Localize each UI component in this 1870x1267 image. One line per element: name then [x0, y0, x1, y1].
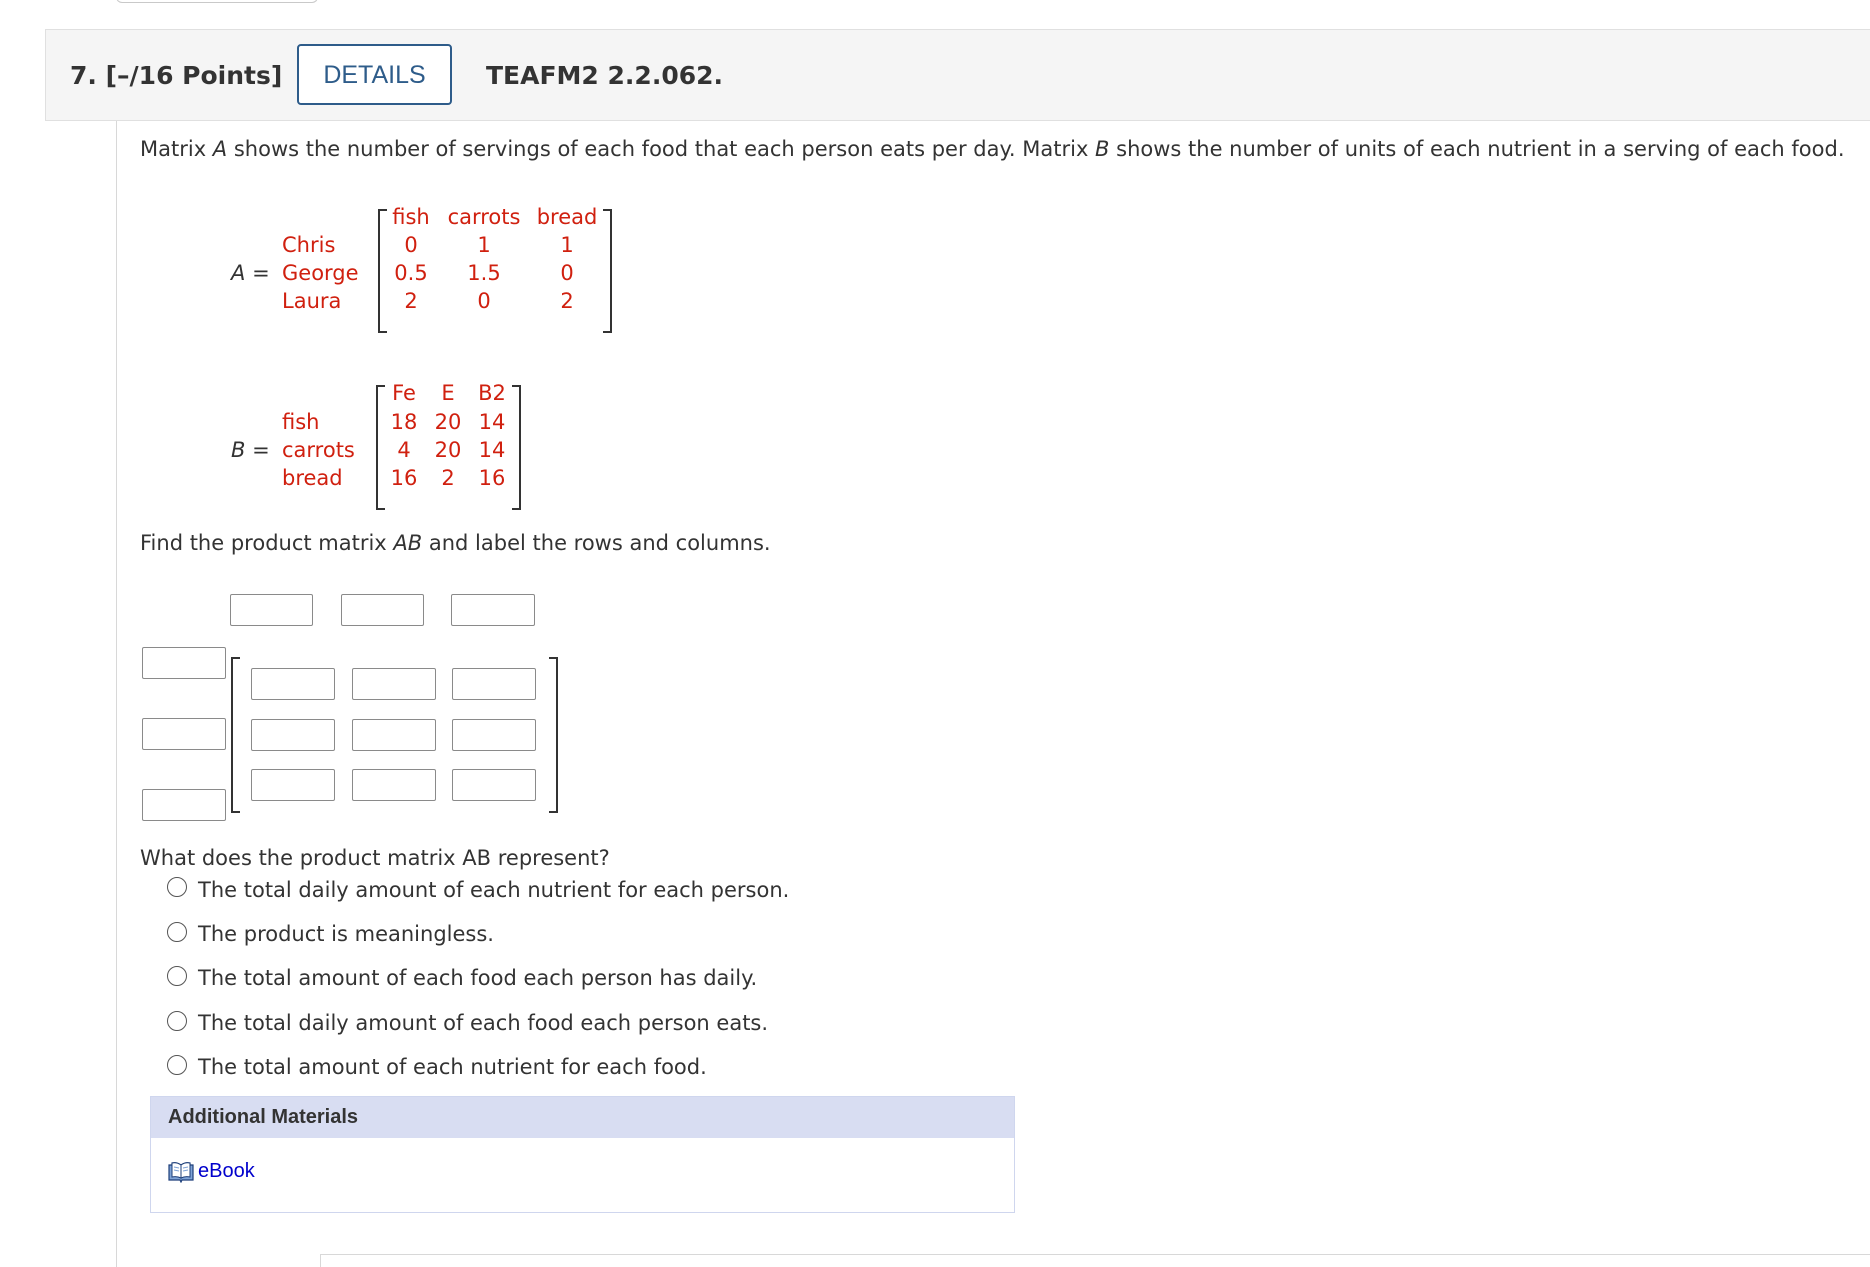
matrix-a-cell: 1	[560, 233, 574, 257]
matrix-a-row-label: Laura	[282, 289, 342, 313]
next-panel-top-border	[320, 1254, 1870, 1255]
radio-button[interactable]	[167, 877, 187, 897]
ebook-link[interactable]	[168, 1160, 255, 1183]
question-number: 7. [–/16 Points]	[70, 61, 283, 90]
matrix-a-cell: 0	[560, 261, 574, 285]
matrix-b-cell: 14	[478, 410, 506, 434]
radio-button[interactable]	[167, 1055, 187, 1075]
row-label-input[interactable]	[142, 647, 226, 679]
matrix-b-name: B =	[231, 438, 270, 462]
mc-option-label[interactable]: The product is meaningless.	[198, 922, 494, 946]
matrix-b-left-bracket	[376, 385, 385, 510]
question-header	[45, 29, 1870, 121]
points-label: [–/16 Points]	[105, 61, 283, 90]
matrix-b-cell: 14	[478, 438, 506, 462]
answer-cell-input[interactable]	[452, 769, 536, 801]
matrix-a-cell: 2	[404, 289, 418, 313]
answer-cell-input[interactable]	[352, 769, 436, 801]
column-label-input[interactable]	[341, 594, 424, 626]
answer-cell-input[interactable]	[352, 719, 436, 751]
matrix-a-cell: 0	[477, 289, 491, 313]
column-label-input[interactable]	[451, 594, 535, 626]
answer-cell-input[interactable]	[251, 769, 335, 801]
next-panel-left-border	[320, 1254, 321, 1267]
mc-option-label[interactable]: The total daily amount of each nutrient for each person.	[198, 878, 790, 902]
matrix-a-row-label: George	[282, 261, 359, 285]
matrix-a-row-label: Chris	[282, 233, 336, 257]
book-icon	[168, 1161, 194, 1183]
matrix-b-cell: 20	[434, 438, 462, 462]
matrix-b-row-label: fish	[282, 410, 320, 434]
answer-cell-input[interactable]	[251, 719, 335, 751]
matrix-b-cell: 20	[434, 410, 462, 434]
mc-option-label[interactable]: The total amount of each nutrient for each food.	[198, 1055, 707, 1079]
radio-button[interactable]	[167, 966, 187, 986]
matrix-b-right-bracket	[512, 385, 521, 510]
answer-cell-input[interactable]	[452, 668, 536, 700]
matrix-a-right-bracket	[603, 209, 612, 333]
matrix-b-col-header: B2	[478, 381, 506, 405]
matrix-a-cell: 1.5	[467, 261, 501, 285]
column-label-input[interactable]	[230, 594, 313, 626]
additional-materials	[150, 1096, 1015, 1213]
radio-button[interactable]	[167, 1011, 187, 1031]
mc-question: What does the product matrix AB represent?	[140, 846, 610, 870]
matrix-a-col-header: fish	[392, 205, 430, 229]
intro-text: Matrix A shows the number of servings of each food that each person eats per day. Matrix B shows the number of units of each nutrient in a serving of each food.	[140, 137, 1845, 161]
matrix-b-cell: 18	[390, 410, 418, 434]
matrix-b-cell: 16	[478, 466, 506, 490]
matrix-a-cell: 0.5	[394, 261, 428, 285]
matrix-b-col-header: E	[441, 381, 455, 405]
matrix-b-row-label: carrots	[282, 438, 355, 462]
mc-option-label[interactable]: The total daily amount of each food each person eats.	[198, 1011, 769, 1035]
answer-left-bracket	[231, 657, 240, 813]
matrix-b-col-header: Fe	[392, 381, 416, 405]
matrix-a-col-header: bread	[536, 205, 598, 229]
answer-cell-input[interactable]	[452, 719, 536, 751]
matrix-b-cell: 16	[390, 466, 418, 490]
mc-option-label[interactable]: The total amount of each food each person has daily.	[198, 966, 758, 990]
matrix-a-name: A =	[231, 261, 270, 285]
matrix-a-cell: 2	[560, 289, 574, 313]
answer-cell-input[interactable]	[251, 668, 335, 700]
answer-right-bracket	[549, 657, 558, 813]
matrix-b-row-label: bread	[282, 466, 343, 490]
problem-code: TEAFM2 2.2.062.	[486, 61, 723, 90]
row-label-input[interactable]	[142, 789, 226, 821]
previous-panel-edge	[116, 0, 318, 3]
matrix-a-left-bracket	[378, 209, 387, 333]
matrix-a-cell: 1	[477, 233, 491, 257]
ebook-label[interactable]: eBook	[198, 1160, 255, 1182]
additional-materials-title: Additional Materials	[151, 1097, 1014, 1138]
matrix-b-cell: 2	[441, 466, 455, 490]
matrix-a-cell: 0	[404, 233, 418, 257]
details-button[interactable]: DETAILS	[297, 44, 452, 105]
radio-button[interactable]	[167, 922, 187, 942]
content-left-border	[116, 121, 117, 1267]
row-label-input[interactable]	[142, 718, 226, 750]
answer-cell-input[interactable]	[352, 668, 436, 700]
matrix-a-col-header: carrots	[447, 205, 521, 229]
matrix-b-cell: 4	[397, 438, 411, 462]
find-product-instruction: Find the product matrix AB and label the rows and columns.	[140, 531, 771, 555]
